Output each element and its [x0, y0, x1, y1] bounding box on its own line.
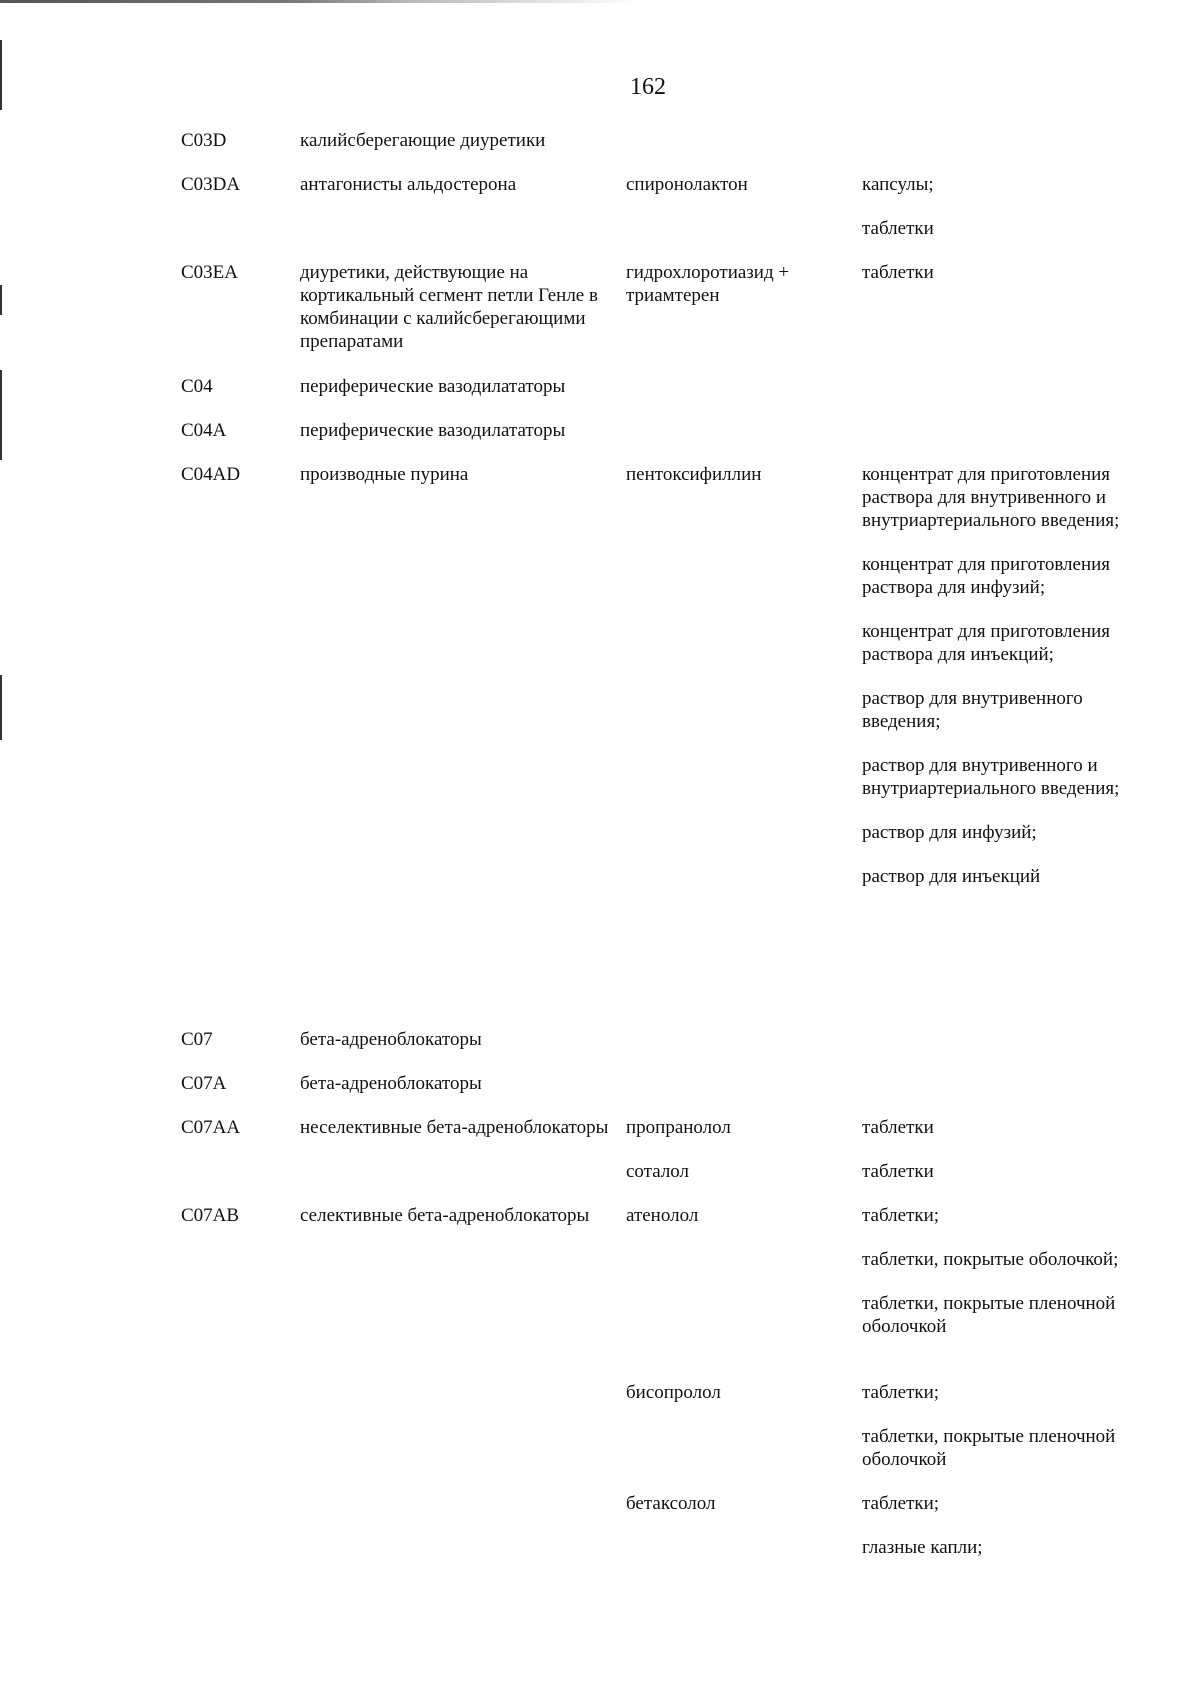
dosage-form: таблетки — [862, 1161, 934, 1182]
atc-code: C03DA — [181, 174, 241, 195]
drug-name: пропранолол — [626, 1117, 731, 1138]
page-number: 162 — [630, 74, 666, 100]
dosage-form: таблетки; — [862, 1205, 940, 1226]
group-name: антагонисты альдостерона — [300, 174, 517, 195]
atc-code: C07A — [181, 1073, 227, 1094]
dosage-forms — [862, 1204, 1132, 1338]
atc-code: C04 — [181, 376, 213, 397]
dosage-form: таблетки, покрытые пленочной оболочкой — [862, 1426, 1116, 1470]
drug-name: спиронолактон — [626, 174, 748, 195]
scan-left-edge-mark — [0, 285, 2, 315]
scan-left-edge-mark — [0, 370, 2, 460]
atc-code: C04AD — [181, 464, 241, 485]
dosage-form: глазные капли; — [862, 1537, 983, 1558]
dosage-form: таблетки — [862, 218, 934, 239]
dosage-form: капсулы; — [862, 174, 934, 195]
group-name: селективные бета-адреноблокаторы — [300, 1205, 590, 1226]
group-name: производные пурина — [300, 464, 469, 485]
group-name: диуретики, действующие на кортикальный сегмент петли Генле в комбинации с калийсберегающими препаратами — [300, 262, 598, 352]
atc-code: C07AB — [181, 1205, 240, 1226]
drug-name: бисопролол — [626, 1382, 721, 1403]
dosage-form: раствор для инъекций — [862, 866, 1041, 887]
drug-name: бетаксолол — [626, 1493, 716, 1514]
dosage-form: концентрат для приготовления раствора для внутривенного и внутриартериального введения; — [862, 464, 1120, 531]
dosage-form: раствор для инфузий; — [862, 822, 1037, 843]
dosage-form: таблетки, покрытые оболочкой; — [862, 1249, 1119, 1270]
dosage-form: концентрат для приготовления раствора для инфузий; — [862, 554, 1111, 598]
dosage-form: раствор для внутривенного и внутриартериального введения; — [862, 755, 1120, 799]
dosage-form: таблетки; — [862, 1493, 940, 1514]
scan-left-edge-mark — [0, 675, 2, 740]
drug-name: атенолол — [626, 1205, 699, 1226]
dosage-forms — [862, 261, 1132, 284]
dosage-form: таблетки; — [862, 1382, 940, 1403]
group-name: периферические вазодилататоры — [300, 420, 566, 441]
dosage-forms — [862, 173, 1132, 196]
scan-top-edge — [0, 0, 640, 3]
dosage-forms — [862, 1492, 1132, 1559]
dosage-form: раствор для внутривенного введения; — [862, 688, 1083, 732]
dosage-forms — [862, 1381, 1132, 1471]
group-name: калийсберегающие диуретики — [300, 130, 546, 151]
drug-name: гидрохлоротиазид + триамтерен — [626, 262, 790, 306]
dosage-form: таблетки, покрытые пленочной оболочкой — [862, 1293, 1116, 1337]
atc-code: C07 — [181, 1029, 213, 1050]
drug-name: пентоксифиллин — [626, 464, 762, 485]
dosage-forms — [862, 217, 1132, 240]
drug-name: соталол — [626, 1161, 690, 1182]
dosage-form: концентрат для приготовления раствора для инъекций; — [862, 621, 1111, 665]
group-name: бета-адреноблокаторы — [300, 1029, 482, 1050]
dosage-forms — [862, 1160, 1132, 1183]
atc-code: C04A — [181, 420, 227, 441]
atc-code: C03EA — [181, 262, 238, 283]
dosage-forms — [862, 463, 1132, 888]
group-name: неселективные бета-адреноблокаторы — [300, 1117, 609, 1138]
group-name: бета-адреноблокаторы — [300, 1073, 482, 1094]
dosage-form: таблетки — [862, 1117, 934, 1138]
dosage-forms — [862, 1116, 1132, 1139]
atc-code: C03D — [181, 130, 227, 151]
atc-code: C07AA — [181, 1117, 241, 1138]
dosage-form: таблетки — [862, 262, 934, 283]
group-name: периферические вазодилататоры — [300, 376, 566, 397]
